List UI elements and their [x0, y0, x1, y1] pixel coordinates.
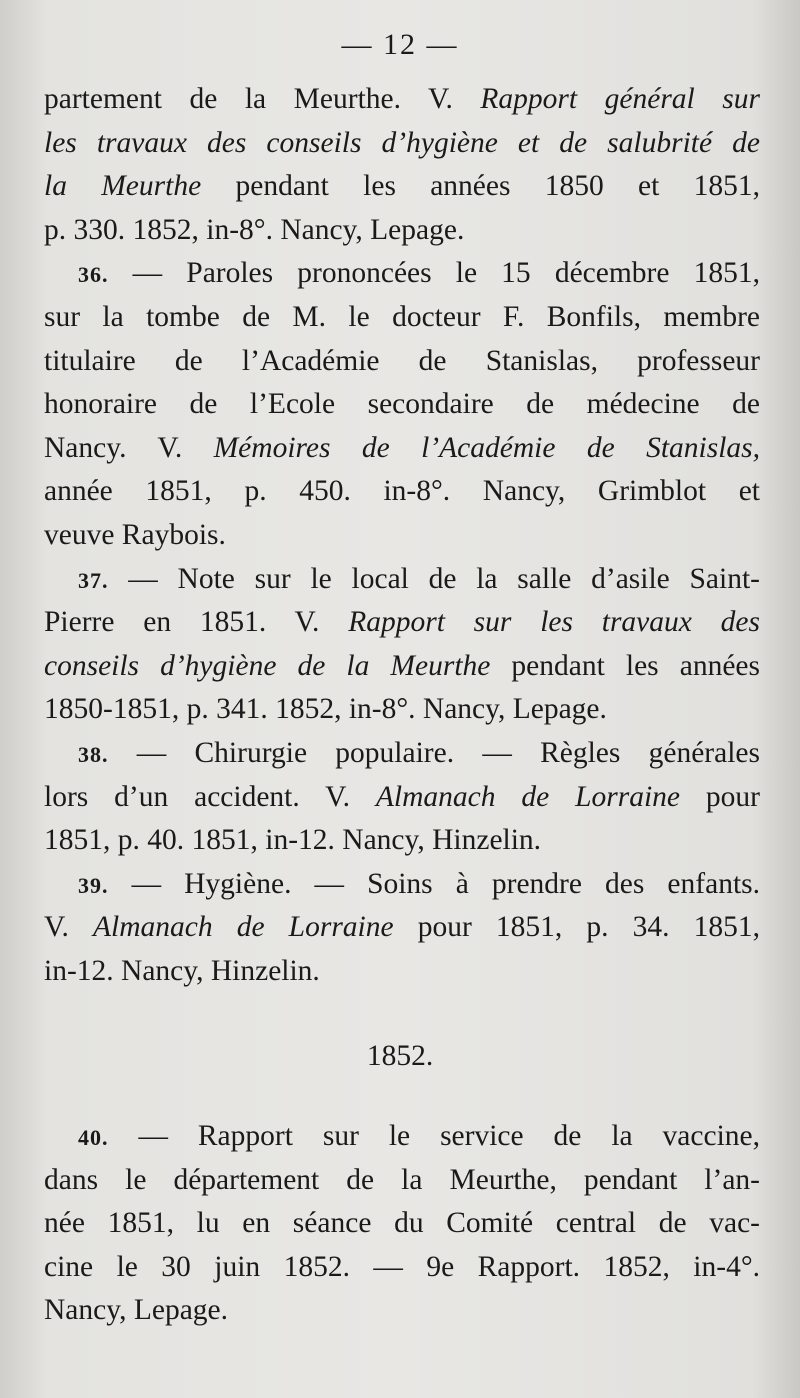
body-text-bottom	[44, 1115, 760, 1333]
text-run: sur la tombe de M. le docteur F. Bonfils, membre	[44, 300, 760, 333]
text-line	[44, 165, 760, 209]
entry-number: 40.	[78, 1125, 109, 1150]
text-run: née 1851, lu en séance du Comité central de vac-	[44, 1207, 760, 1240]
text-run: p. 330. 1852, in-8°. Nancy, Lepage.	[44, 213, 465, 246]
italic-title: la Meurthe	[44, 170, 202, 203]
text-run: Nancy. V.	[44, 431, 214, 464]
text-run: pendant les années 1850 et 1851,	[201, 170, 761, 203]
text-run: pour	[680, 780, 760, 813]
text-run: 1850-1851, p. 341. 1852, in-8°. Nancy, Lepage.	[44, 693, 607, 726]
text-line	[44, 252, 760, 296]
entry-number: 39.	[78, 872, 109, 898]
text-run: veuve Raybois.	[44, 518, 226, 551]
body-text-top	[44, 78, 760, 993]
text-line	[44, 122, 760, 166]
text-line	[44, 1115, 760, 1159]
text-line	[44, 514, 760, 558]
text-run: — Note sur le local de la salle d’asile Saint-	[108, 562, 760, 595]
text-run: dans le département de la Meurthe, pendant l’an-	[44, 1163, 760, 1196]
text-line	[44, 863, 760, 907]
text-run: partement de la Meurthe. V.	[44, 83, 481, 115]
text-run: — Chirurgie populaire. — Règles générales	[108, 736, 760, 769]
entry-number: 37.	[78, 567, 109, 593]
text-run: 1851, p. 40. 1851, in-12. Nancy, Hinzelin.	[44, 824, 542, 857]
italic-title: Almanach de Lorraine	[93, 911, 394, 944]
text-line	[44, 427, 760, 471]
text-run: Pierre en 1851. V.	[44, 606, 349, 639]
text-line	[44, 209, 760, 253]
text-line	[44, 1289, 760, 1333]
text-run: in-12. Nancy, Hinzelin.	[44, 954, 320, 987]
text-line	[44, 601, 760, 645]
text-line	[44, 645, 760, 689]
italic-title: conseils d’hygiène de la Meurthe	[44, 649, 491, 682]
entry-number: 38.	[78, 741, 109, 767]
text-run: honoraire de l’Ecole secondaire de médecine de	[44, 388, 760, 421]
text-run: V.	[44, 911, 93, 944]
page-header: — 12 —	[341, 28, 459, 61]
text-run: pour 1851, p. 34. 1851,	[393, 911, 760, 944]
text-line	[44, 688, 760, 732]
text-line	[44, 383, 760, 427]
text-line	[44, 558, 760, 602]
text-run: cine le 30 juin 1852. — 9e Rapport. 1852, in-4°.	[44, 1250, 760, 1283]
text-run: — Paroles prononcées le 15 décembre 1851,	[108, 257, 760, 290]
text-line	[44, 1246, 760, 1290]
text-run: titulaire de l’Académie de Stanislas, professeur	[44, 344, 760, 377]
italic-title: Rapport général sur	[480, 83, 760, 115]
text-run: — Rapport sur le service de la vaccine,	[108, 1120, 760, 1152]
text-line	[44, 906, 760, 950]
italic-title: Mémoires de l’Académie de Stanislas,	[213, 431, 760, 464]
text-line	[44, 776, 760, 820]
section-year: 1852.	[366, 1040, 434, 1072]
text-run: lors d’un accident. V.	[44, 780, 376, 813]
text-line	[44, 78, 760, 122]
text-run: année 1851, p. 450. in-8°. Nancy, Grimblot et	[44, 475, 760, 508]
text-line	[44, 340, 760, 384]
text-line	[44, 1202, 760, 1246]
text-line	[44, 819, 760, 863]
text-line	[44, 296, 760, 340]
text-line	[44, 1159, 760, 1203]
text-run: Nancy, Lepage.	[44, 1294, 229, 1327]
italic-title: Almanach de Lorraine	[375, 780, 681, 813]
text-run: — Hygiène. — Soins à prendre des enfants.	[108, 867, 760, 900]
text-line	[44, 470, 760, 514]
text-run: pendant les années	[490, 649, 760, 682]
entry-number: 36.	[78, 262, 109, 288]
italic-title: les travaux des conseils d’hygiène et de salubrité de	[44, 126, 760, 159]
italic-title: Rapport sur les travaux des	[348, 606, 760, 639]
text-line	[44, 950, 760, 994]
text-line	[44, 732, 760, 776]
